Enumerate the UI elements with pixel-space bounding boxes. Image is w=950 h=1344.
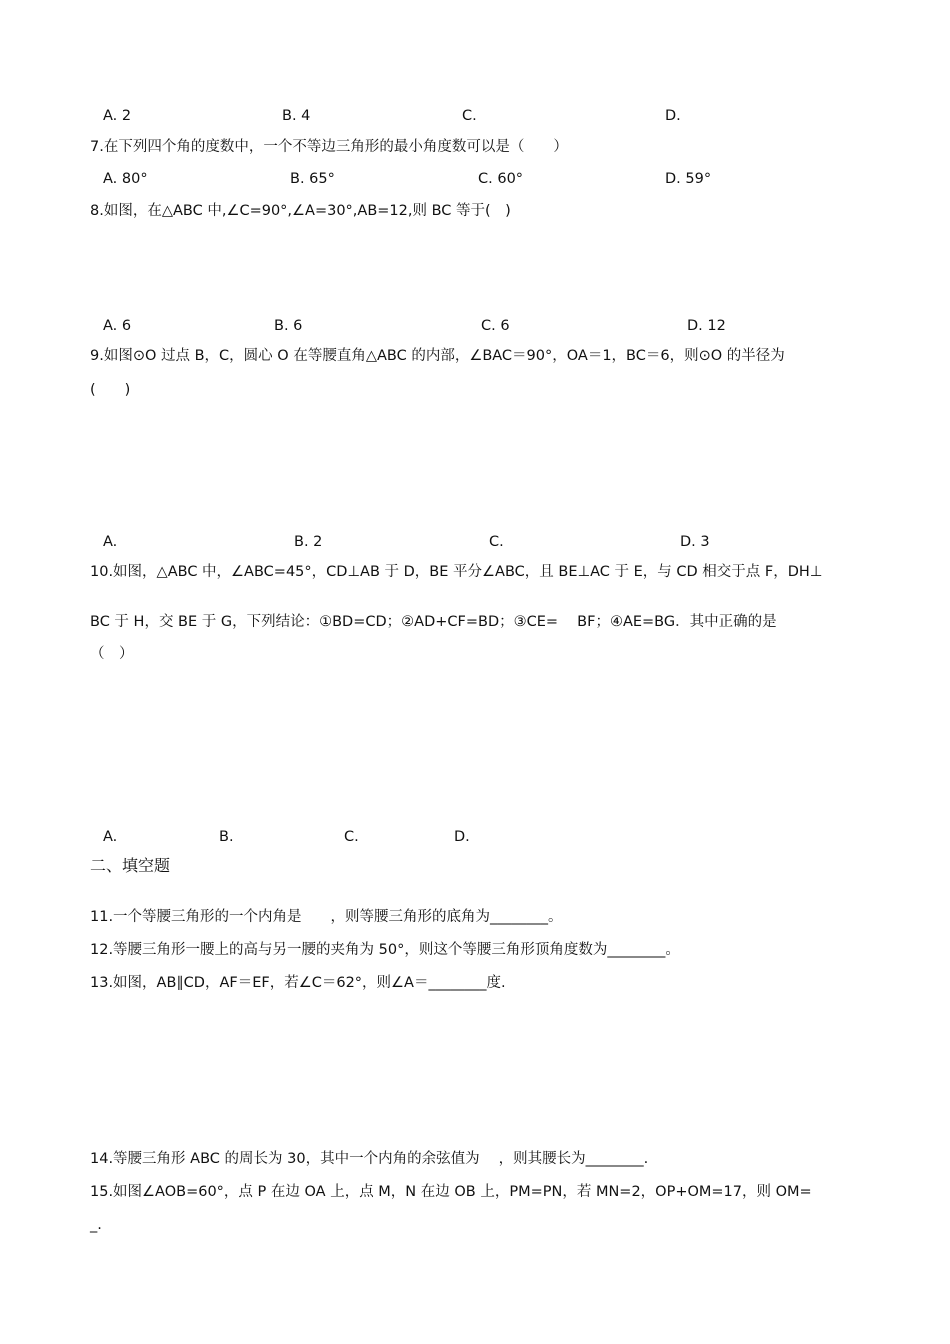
q9-question: 9.如图⊙O 过点 B，C，圆心 O 在等腰直角△ABC 的内部，∠BAC＝90°，OA＝1，BC＝6，则⊙O 的半径为 — [90, 348, 785, 364]
q10-option-d: D. — [454, 829, 470, 845]
q8-option-a: A. 6 — [103, 318, 132, 334]
q6-option-c: C. — [462, 108, 477, 124]
q10-option-c: C. — [344, 829, 359, 845]
q7-option-c: C. 60° — [478, 171, 524, 187]
q10-question: 10.如图，△ABC 中，∠ABC=45°，CD⊥AB 于 D，BE 平分∠ABC，且 BE⊥AC 于 E，与 CD 相交于点 F，DH⊥ — [90, 564, 823, 580]
q9-option-c: C. — [489, 534, 504, 550]
q7-option-a: A. 80° — [103, 171, 148, 187]
q7-option-d: D. 59° — [665, 171, 712, 187]
q15-answer-blank: _. — [90, 1217, 102, 1233]
q10-question-bracket: （ ） — [90, 646, 134, 662]
q8-question: 8.如图，在△ABC 中,∠C=90°,∠A=30°,AB=12,则 BC 等于( ) — [90, 203, 511, 219]
q9-option-a: A. — [103, 534, 118, 550]
q8-option-d: D. 12 — [687, 318, 726, 334]
q7-option-b: B. 65° — [290, 171, 335, 187]
q9-option-d: D. 3 — [680, 534, 710, 550]
q10-option-a: A. — [103, 829, 118, 845]
q8-option-b: B. 6 — [274, 318, 303, 334]
q6-option-a: A. 2 — [103, 108, 132, 124]
section-title-fill-in: 二、填空题 — [90, 856, 171, 875]
q12-question: 12.等腰三角形一腰上的高与另一腰的夹角为 50°，则这个等腰三角形顶角度数为________。 — [90, 942, 680, 958]
q6-option-b: B. 4 — [282, 108, 311, 124]
q14-question: 14.等腰三角形 ABC 的周长为 30，其中一个内角的余弦值为 ，则其腰长为________. — [90, 1151, 649, 1167]
q9-question-bracket: ( ) — [90, 382, 131, 398]
q8-option-c: C. 6 — [481, 318, 510, 334]
q15-question: 15.如图∠AOB=60°，点 P 在边 OA 上，点 M，N 在边 OB 上，PM=PN，若 MN=2，OP+OM=17，则 OM= — [90, 1184, 812, 1200]
q7-question: 7.在下列四个角的度数中，一个不等边三角形的最小角度数可以是（ ） — [90, 139, 568, 155]
q9-option-b: B. 2 — [294, 534, 323, 550]
q11-question: 11.一个等腰三角形的一个内角是 ，则等腰三角形的底角为________。 — [90, 909, 563, 925]
q13-question: 13.如图，AB∥CD，AF＝EF，若∠C＝62°，则∠A＝________度. — [90, 975, 506, 991]
q10-option-b: B. — [219, 829, 234, 845]
q10-question-line2: BC 于 H，交 BE 于 G，下列结论：①BD=CD；②AD+CF=BD；③CE= BF；④AE=BG．其中正确的是 — [90, 614, 777, 630]
q6-option-d: D. — [665, 108, 681, 124]
